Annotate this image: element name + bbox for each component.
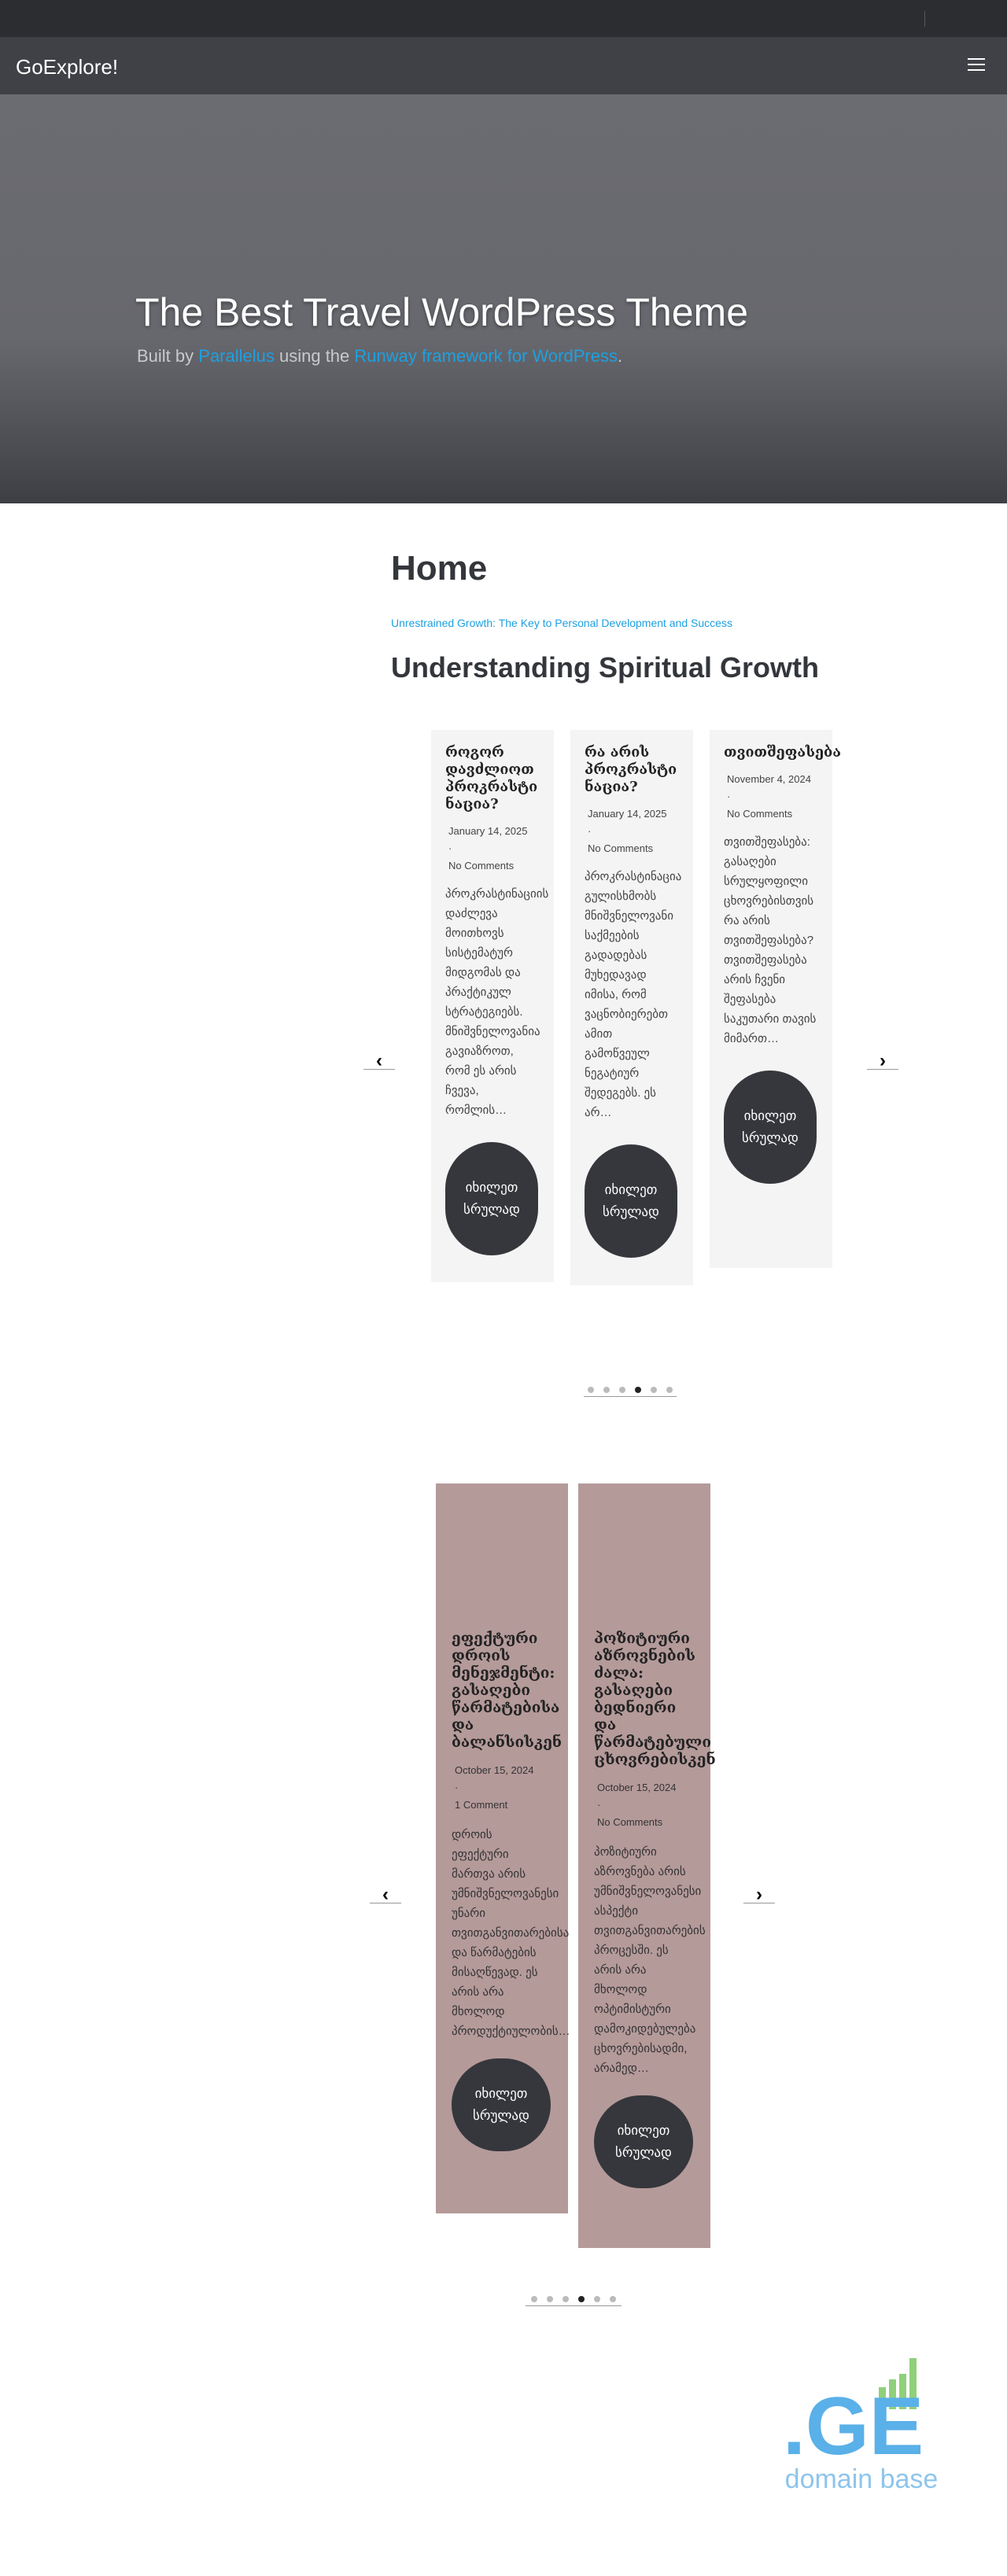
post-excerpt: დროის ეფექტური მართვა არის უმნიშვნელოვანესი უნარი თვითგანვითარებისა და წარმატების მისაღწევად. ეს არის არა მხოლოდ პროდუქტიულობის… [452, 1828, 570, 2038]
carousel2-next-arrow-icon[interactable]: › [743, 1888, 775, 1903]
hero-sub-suffix: . [617, 346, 623, 366]
post-card [578, 1483, 716, 2248]
post-date: January 14, 2025 [448, 825, 528, 837]
framework-link[interactable]: Runway framework for WordPress [354, 346, 618, 366]
post-comments[interactable]: No Comments [727, 808, 793, 820]
top-bar [0, 0, 1007, 38]
post-card-meta [594, 1779, 695, 1831]
pagination-dot[interactable] [547, 2296, 553, 2302]
page-title: Home [391, 549, 488, 588]
post-date: November 4, 2024 [727, 773, 811, 785]
post-excerpt: პოზიტიური აზროვნება არის უმნიშვნელოვანესი ასპექტი თვითგანვითარების პროცესში. ეს არის არა მხოლოდ ოპტიმისტური დამოკიდებულება ცხოვრებისადმი, არამედ… [594, 1845, 706, 2075]
post-date: October 15, 2024 [597, 1782, 677, 1793]
pagination-dot[interactable] [588, 1387, 594, 1393]
post-card [431, 730, 554, 1282]
post-card-meta [445, 823, 540, 875]
carousel2-pagination [526, 2292, 622, 2306]
meta-separator: · [597, 1799, 601, 1811]
post-excerpt: პროკრასტინაცია გულისხმობს მნიშვნელოვანი საქმეების გადადებას მუხედავად იმისა, რომ ვაცნობიერებთ ამით გამოწვეულ ნეგატიურ შედეგებს. ეს არ… [585, 870, 682, 1119]
meta-separator: · [727, 790, 731, 802]
pagination-dot[interactable] [651, 1387, 657, 1393]
carousel1-pagination [584, 1383, 677, 1397]
meta-separator: · [455, 1782, 459, 1793]
post-card-title[interactable]: პოზიტიური აზროვნების ძალა: გასაღები ბედნიერი და წარმატებული ცხოვრებისკენ [594, 1630, 716, 1768]
carousel1-prev-arrow-icon[interactable]: ‹ [363, 1054, 395, 1070]
hero-sub-mid: using the [274, 346, 355, 366]
hero-banner [0, 94, 1007, 503]
carousel2-prev-arrow-icon[interactable]: ‹ [370, 1888, 401, 1903]
site-brand[interactable]: GoExplore! [16, 55, 119, 79]
pagination-dot[interactable] [666, 1387, 673, 1393]
post-card [710, 730, 842, 1268]
post-date: January 14, 2025 [588, 808, 667, 820]
featured-post-link[interactable]: Unrestrained Growth: The Key to Personal Development and Success [391, 617, 732, 629]
pagination-dot[interactable] [619, 1387, 625, 1393]
post-excerpt: თვითშეფასება: გასაღები სრულყოფილი ცხოვრებისთვის რა არის თვითშეფასება? თვითშეფასება არის ჩვენი შეფასება საკუთარი თავის მიმართ… [724, 835, 817, 1045]
post-card [570, 730, 693, 1285]
read-more-button[interactable]: იხილეთ სრულად [724, 1071, 817, 1184]
read-more-button[interactable]: იხილეთ სრულად [452, 2058, 551, 2151]
logo-mark: .GE [783, 2381, 924, 2462]
read-more-button[interactable]: იხილეთ სრულად [445, 1142, 538, 1255]
post-date: October 15, 2024 [455, 1764, 534, 1776]
hero-title: The Best Travel WordPress Theme [135, 290, 749, 334]
post-excerpt: პროკრასტინაციის დაძლევა მოითხოვს სისტემატურ მიდგომას და პრაქტიკულ სტრატეგიებს. მნიშვნელოვანია გავიაზროთ, რომ ეს არის ჩვევა, რომლის… [445, 887, 549, 1117]
pagination-dot[interactable] [603, 1387, 610, 1393]
navbar [0, 38, 1007, 94]
carousel1-next-arrow-icon[interactable]: › [867, 1054, 898, 1070]
pagination-dot[interactable] [594, 2296, 600, 2302]
hero-sub-prefix: Built by [137, 346, 199, 366]
domain-base-logo[interactable] [783, 2344, 940, 2493]
post-comments[interactable]: No Comments [448, 860, 515, 872]
pagination-dot[interactable] [563, 2296, 569, 2302]
post-card-title[interactable]: როგორ დავძლიოთ პროკრასტი ნაცია? [445, 744, 538, 813]
post-card [436, 1483, 568, 2213]
post-card-meta [724, 771, 818, 823]
post-card-title[interactable]: თვითშეფასება [724, 744, 842, 761]
author-link[interactable]: Parallelus [198, 346, 275, 366]
post-comments[interactable]: 1 Comment [455, 1799, 508, 1811]
section-title: Understanding Spiritual Growth [391, 651, 820, 684]
read-more-button[interactable]: იხილეთ სრულად [585, 1144, 677, 1258]
read-more-button[interactable]: იხილეთ სრულად [594, 2095, 693, 2188]
hero-subtitle [137, 346, 622, 367]
post-comments[interactable]: No Comments [597, 1816, 663, 1828]
hamburger-menu-icon[interactable] [968, 58, 985, 72]
post-card-title[interactable]: ეფექტური დროის მენეჯმენტი: გასაღები წარმატებისა და ბალანსისკენ [452, 1630, 563, 1751]
post-card-title[interactable]: რა არის პროკრასტი ნაცია? [585, 744, 677, 795]
post-card-meta [452, 1762, 552, 1814]
post-comments[interactable]: No Comments [588, 842, 654, 854]
ge-logo-icon [783, 2344, 940, 2462]
pagination-dot[interactable] [610, 2296, 616, 2302]
logo-text: domain base [784, 2464, 939, 2494]
meta-separator: · [588, 825, 592, 837]
pagination-dot[interactable] [578, 2296, 585, 2302]
top-bar-divider [924, 11, 925, 27]
pagination-dot[interactable] [531, 2296, 537, 2302]
post-card-meta [585, 805, 679, 857]
meta-separator: · [448, 842, 452, 854]
pagination-dot[interactable] [635, 1387, 641, 1393]
